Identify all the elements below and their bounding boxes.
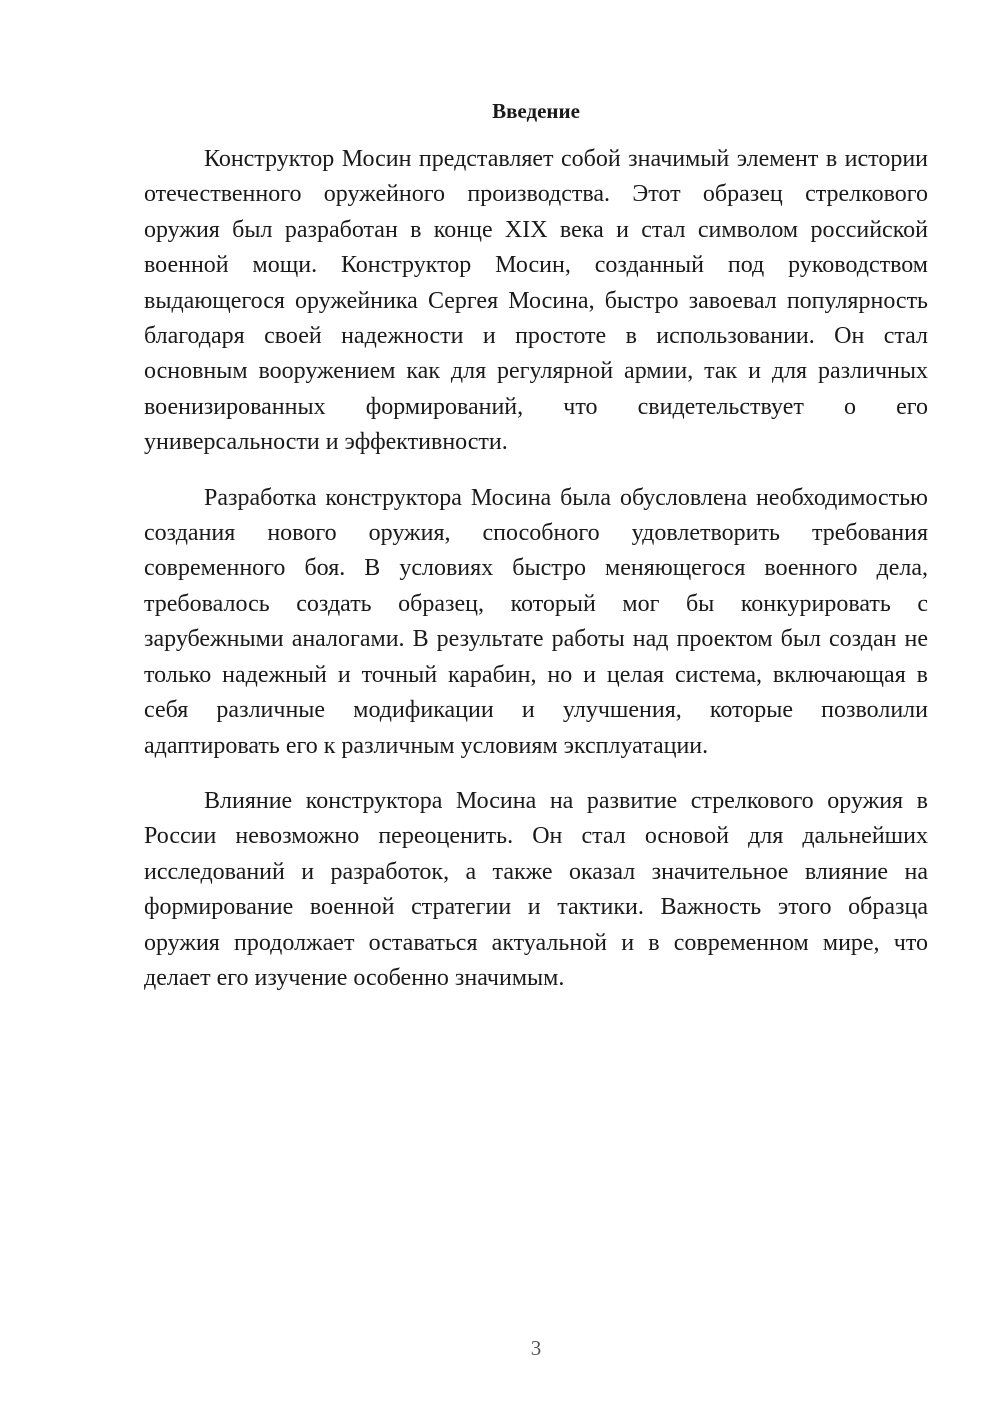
paragraph-2: Разработка конструктора Мосина была обусловлена необходимостью создания нового оружия, способного удовлетворить требования современного боя. В условиях быстро меняющегося военного дела, требовалось создать образец, который мог бы конкурировать с зарубежными аналогами. В результате работы над проектом был создан не только надежный и точный карабин, но и целая система, включающая в себя различные модификации и улучшения, которые позволили адаптировать его к различным условиям эксплуатации. (144, 484, 928, 759)
document-body (144, 142, 928, 1016)
page-number: 3 (530, 1336, 542, 1360)
section-heading: Введение (492, 99, 580, 123)
paragraph-3: Влияние конструктора Мосина на развитие стрелкового оружия в России невозможно переоценить. Он стал основой для дальнейших исследований и разработок, а также оказал значительное влияние на формирование военной стратегии и тактики. Важность этого образца оружия продолжает оставаться актуальной и в современном мире, что делает его изучение особенно значимым. (144, 787, 928, 991)
paragraph-1: Конструктор Мосин представляет собой значимый элемент в истории отечественного оружейного производства. Этот образец стрелкового оружия был разработан в конце XIX века и стал символом российской военной мощи. Конструктор Мосин, созданный под руководством выдающегося оружейника Сергея Мосина, быстро завоевал популярность благодаря своей надежности и простоте в использовании. Он стал основным вооружением как для регулярной армии, так и для различных военизированных формирований, что свидетельствует о его универсальности и эффективности. (144, 146, 928, 456)
